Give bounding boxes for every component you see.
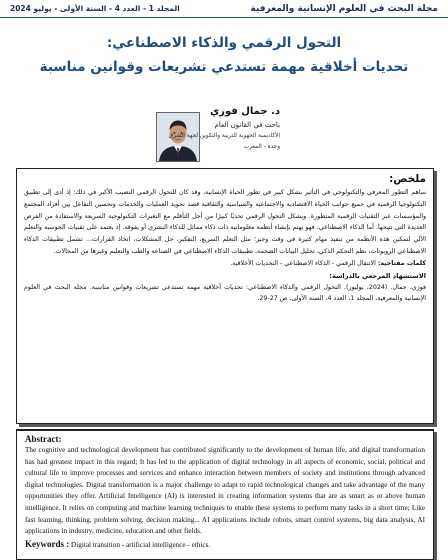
english-keywords-label: Keywords : [25, 538, 70, 549]
citation-text: فوزي، جمال. (2024، يوليوز). التحول الرقمي والذكاء الاصطناعي: تحديات أخلاقية مهمة تستدعي تشريعات وقوانين مناسبة. مجلة البحث في العلوم الإنسانية والمعرفية، المجلد 1، العدد 4، السنة الأولى، ص 27-29. [24, 283, 426, 303]
title-line-2: تحديات أخلاقية مهمة تستدعي تشريعات وقوانين مناسبة [39, 59, 409, 75]
arabic-abstract-text: ساهم التطور المعرفي والتكنولوجي في التأثير بشكل كبير في تطور الحياة الإنسانية، وقد كان للتحول الرقمي النصيب الأكبر في ذلك؛ إذ أدى إلى تطبيق التكنولوجيا الرقمية في جميع جوانب الحياة الاقتصادية والاجتماعية والسياسية والثقافية قصد تجويد العمليات والخدمات وتحسين التفاعل بين أفراد المجتمع والمؤسسات عبر التقنيات الرقمية المتطورة. ويشكل التحول الرقمي تحديًا كبيرًا من أجل التأقلم مع التغيرات التكنولوجية السريعة والاستفادة من الفرص العديدة التي تتيحها. أما الذكاء الاصطناعي، فهو يهتم بإنشاء أنظمة معلوماتية ذات ذكاء مماثل للذكاء البشري أو يفوقه. إذ يعتمد على تقنيات الحوسبة والتعلم الآلي لتمكين هذه الأنظمة من تنفيذ مهام كثيرة في وقت وجيز؛ مثل التعلم السريع، التفكير، حل المشكلات، اتخاذ القرارات... تشمل تطبيقات الذكاء الاصطناعي الروبوتات، نظم التحكم الذكي، تحليل البيانات الضخمة، تطبيقات الذكاء الاصطناعي في الصناعة والطب والتعليم وغيرها من المجالات. [24, 189, 426, 255]
journal-name: مجلة البحث في العلوم الإنسانية والمعرفية [250, 3, 438, 14]
author-role: باحث في القانون العام [214, 121, 280, 129]
arabic-keywords [24, 258, 426, 270]
title-line-1: التحول الرقمي والذكاء الاصطناعي: [106, 35, 342, 51]
author-name: د. جمال فوزي [210, 106, 280, 117]
arabic-keywords-value: الانتقال الرقمي - الذكاء الاصطناعي - التحديات الأخلاقية. [230, 259, 376, 267]
author-institution: الأكاديمية الجهوية للتربية والتكوين لجهة الشرق [168, 133, 280, 139]
article-title [20, 33, 428, 77]
author-city: وجدة - المغرب [243, 144, 280, 150]
citation-label: الاستشهاد المرجعي بالدراسة: [329, 271, 426, 280]
english-keywords-value: Digital transition - artificial intelligence - ethics. [71, 540, 211, 549]
issue-info: المجلد 1 - العدد 4 - السنة الأولى - يوليو 2024 [10, 4, 180, 13]
author-info [130, 106, 280, 151]
arabic-abstract-box [16, 168, 434, 424]
english-abstract-heading: Abstract: [25, 434, 62, 444]
english-keywords [25, 539, 425, 551]
page-header [0, 0, 448, 18]
arabic-abstract-heading: ملخص: [389, 173, 426, 185]
arabic-keywords-label: كلمات مفتاحية: [377, 259, 426, 267]
english-abstract-text: The cognitive and technological development has contributed significantly to the development of human life, and digital transformation has had greatest impact in this regard; It has led to the application of digital technology in all aspects of economic, social, political and cultural life to improve processes and services and enhance interaction between members of society and institutions through advanced digital technologies. Digital transformation is a major challenge to adapt to rapid technological changes and take advantage of the many opportunities they offer. Artificial Intelligence (AI) is interested in creating information systems that are as smart as or above human intelligence. It relies on computing and machine learning techniques to enable these systems to perform many tasks in a short time; Like fast learning, thinking, problem solving, decision making... AI applications include robots, smart control systems, big data analysis, AI applications in industry, medicine, education and other fields. [25, 446, 425, 536]
english-abstract-box [16, 429, 434, 560]
